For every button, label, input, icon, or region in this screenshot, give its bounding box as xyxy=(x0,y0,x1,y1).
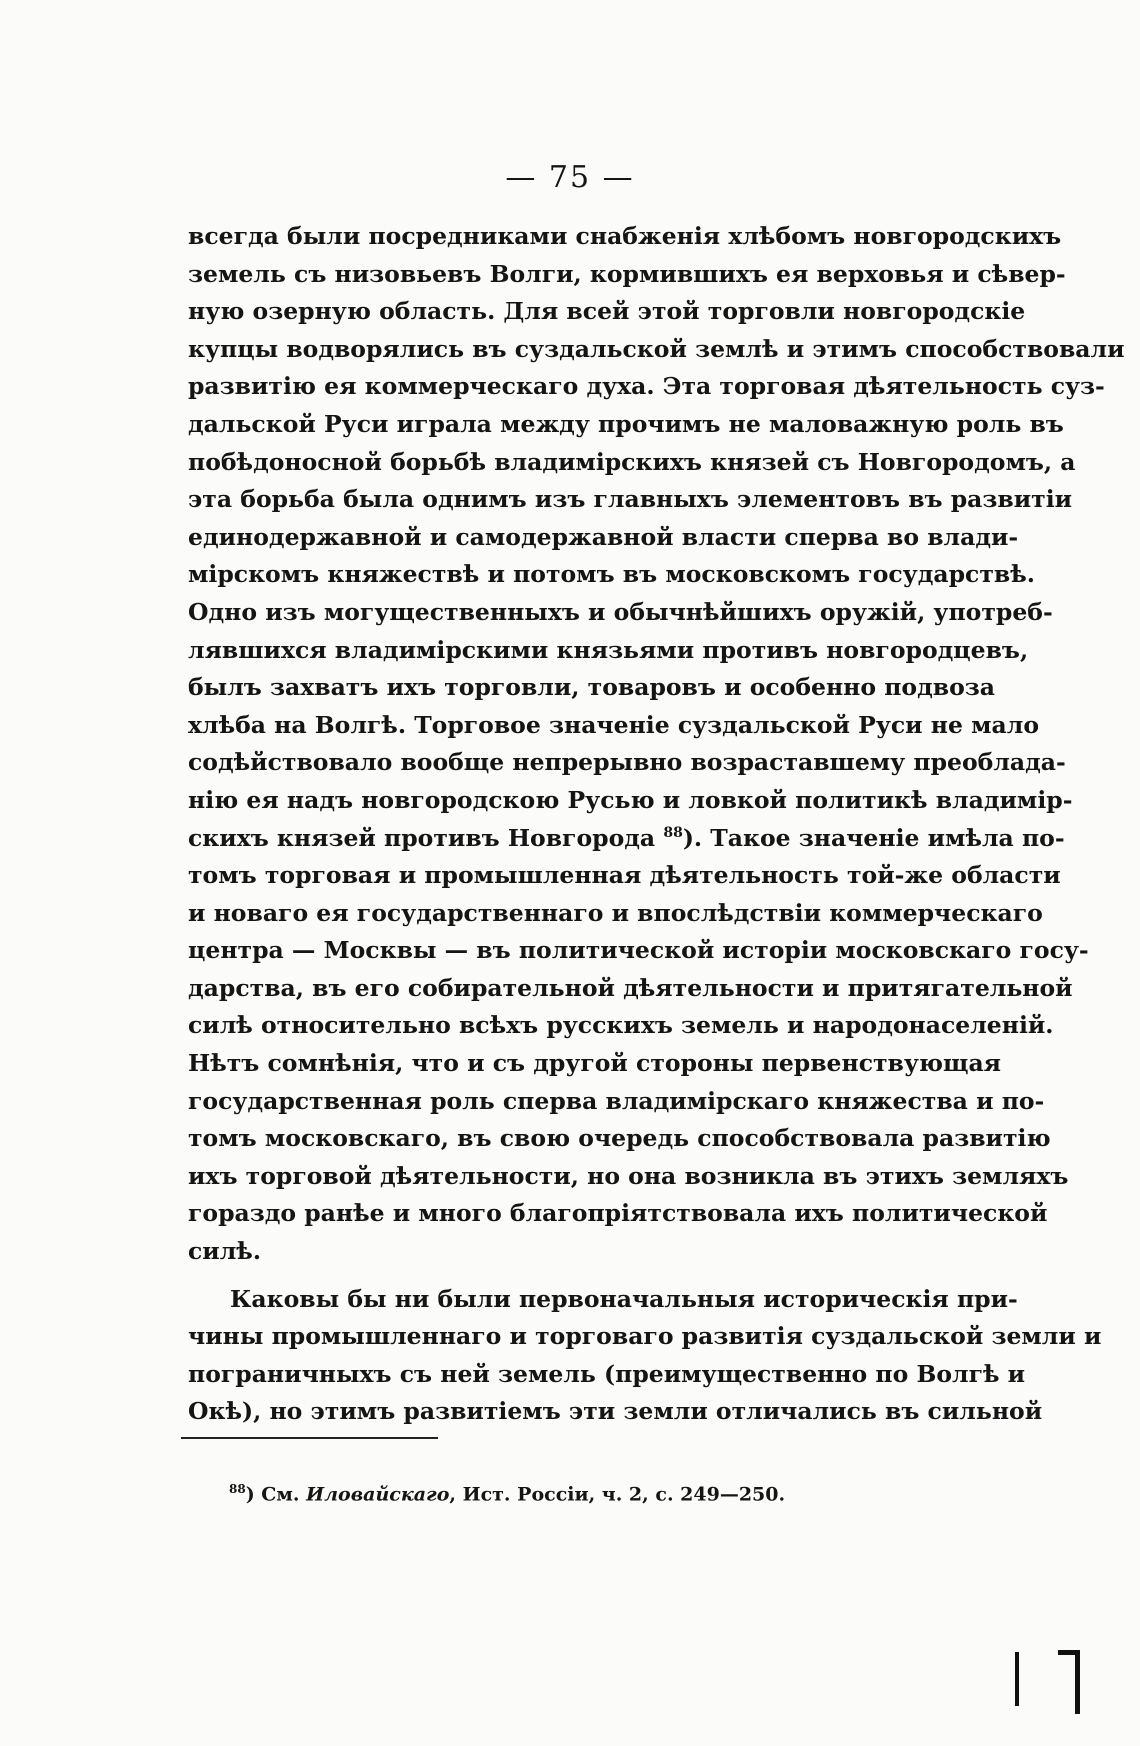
text-line: силѣ относительно всѣхъ русскихъ земель и народонаселеній. xyxy=(188,1011,1054,1040)
text-line: гораздо ранѣе и много благопріятствовала ихъ политической xyxy=(188,1199,1048,1228)
paragraph-first-line: Каковы бы ни были первоначальныя историческія при- xyxy=(230,1284,1018,1313)
text-line: чины промышленнаго и торговаго развитія суздальской земли и xyxy=(188,1322,1102,1351)
text-fragment: скихъ князей противъ Новгорода xyxy=(188,823,656,852)
footnote-divider xyxy=(181,1437,438,1439)
text-line: земель съ низовьевъ Волги, кормившихъ ея верховья и сѣвер- xyxy=(188,259,1066,288)
text-line: ихъ торговой дѣятельности, но она возникла въ этихъ земляхъ xyxy=(188,1161,1069,1190)
text-line-with-footnote-ref xyxy=(188,820,1065,858)
text-line: дарства, въ его собирательной дѣятельности и притягательной xyxy=(188,973,1073,1002)
text-line: Одно изъ могущественныхъ и обычнѣйшихъ оружій, употреб- xyxy=(188,597,1053,626)
text-line: развитію ея коммерческаго духа. Эта торговая дѣятельность суз- xyxy=(188,372,1105,401)
scan-margin-mark xyxy=(1015,1652,1019,1706)
footnote-author: Иловайскаго xyxy=(306,1483,450,1506)
text-line: и новаго ея государственнаго и впослѣдствіи коммерческаго xyxy=(188,898,1043,927)
text-line: содѣйствовало вообще непрерывно возраставшему преоблада- xyxy=(188,748,1066,777)
text-line: центра — Москвы — въ политической исторіи московскаго госу- xyxy=(188,936,1089,965)
footnote-mark: 88 xyxy=(229,1482,246,1496)
footnote-citation: , Ист. Россіи, ч. 2, с. 249—250. xyxy=(449,1483,786,1506)
text-line: ную озерную область. Для всей этой торговли новгородскіе xyxy=(188,297,1026,326)
text-line: пограничныхъ съ ней земель (преимущественно по Волгѣ и xyxy=(188,1359,1026,1388)
page-number: — 75 — xyxy=(505,160,635,195)
text-line: томъ торговая и промышленная дѣятельность той-же области xyxy=(188,861,1061,890)
text-line: Окѣ), но этимъ развитіемъ эти земли отличались въ сильной xyxy=(188,1397,1043,1426)
text-line: мірскомъ княжествѣ и потомъ въ московскомъ государствѣ. xyxy=(188,560,1035,589)
footnote-reference: 88 xyxy=(663,824,683,841)
main-text xyxy=(188,218,1125,1431)
text-line: эта борьба была однимъ изъ главныхъ элементовъ въ развитіи xyxy=(188,485,1073,514)
text-line: всегда были посредниками снабженія хлѣбомъ новгородскихъ xyxy=(188,222,1062,250)
text-line: государственная роль сперва владимірскаго княжества и по- xyxy=(188,1086,1045,1115)
paragraph-gap xyxy=(188,1271,951,1281)
text-line: томъ московскаго, въ свою очередь способствовала развитію xyxy=(188,1124,1051,1153)
footnote xyxy=(229,1482,785,1505)
paragraph-end-line: силѣ. xyxy=(188,1237,262,1266)
text-line: купцы водворялись въ суздальской землѣ и этимъ способствовали xyxy=(188,334,1125,363)
text-line: дальской Руси играла между прочимъ не маловажную роль въ xyxy=(188,409,1064,438)
text-line: побѣдоносной борьбѣ владимірскихъ князей съ Новгородомъ, а xyxy=(188,447,1076,476)
text-line: нію ея надъ новгородскою Русью и ловкой политикѣ владимір- xyxy=(188,785,1073,814)
text-line: единодержавной и самодержавной власти сперва во влади- xyxy=(188,522,1019,551)
scan-margin-mark xyxy=(1075,1650,1080,1714)
footnote-prefix: ) См. xyxy=(245,1483,307,1506)
text-line: былъ захватъ ихъ торговли, товаровъ и особенно подвоза xyxy=(188,673,995,702)
text-line: хлѣба на Волгѣ. Торговое значеніе суздальской Руси не мало xyxy=(188,710,1040,739)
text-line: Нѣтъ сомнѣнія, что и съ другой стороны первенствующая xyxy=(188,1049,1002,1078)
text-fragment: ). Такое значеніе имѣла по- xyxy=(682,823,1065,852)
text-line: лявшихся владимірскими князьями противъ новгородцевъ, xyxy=(188,635,1029,664)
